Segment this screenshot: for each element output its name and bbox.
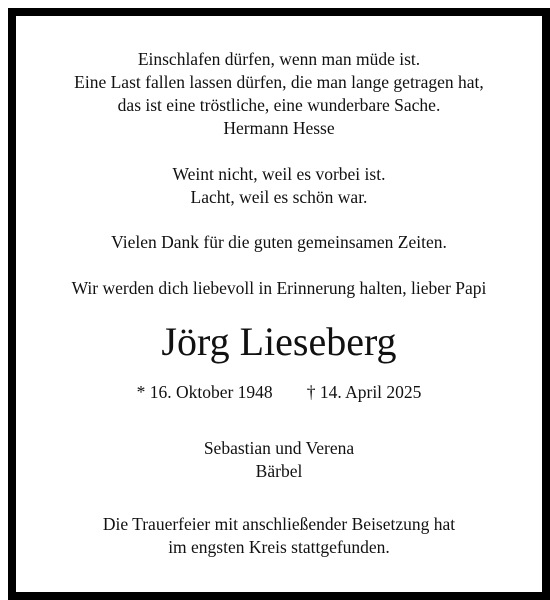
quote-line-2: Eine Last fallen lassen dürfen, die man lange getragen hat, xyxy=(74,72,484,92)
life-dates xyxy=(16,381,542,403)
birth-date: * 16. Oktober 1948 xyxy=(136,382,273,402)
verse-line-2: Lacht, weil es schön war. xyxy=(190,187,368,207)
notice-line-2: im engsten Kreis stattgefunden. xyxy=(168,537,390,557)
mourner-2: Bärbel xyxy=(255,461,303,481)
verse-line-1: Weint nicht, weil es vorbei ist. xyxy=(172,164,386,184)
quote-line-1: Einschlafen dürfen, wenn man müde ist. xyxy=(137,49,421,69)
obituary-content xyxy=(16,16,542,592)
mourner-1: Sebastian und Verena xyxy=(203,438,355,458)
quote-author: Hermann Hesse xyxy=(223,118,335,138)
thanks-line: Vielen Dank für die guten gemeinsamen Zeiten. xyxy=(111,232,447,252)
deceased-name: Jörg Lieseberg xyxy=(161,319,397,364)
quote-line-3: das ist eine tröstliche, eine wunderbare Sache. xyxy=(117,95,441,115)
obituary-frame xyxy=(8,8,550,600)
notice-line-1: Die Trauerfeier mit anschließender Beisetzung hat xyxy=(102,514,456,534)
memory-line: Wir werden dich liebevoll in Erinnerung halten, lieber Papi xyxy=(71,278,487,298)
death-date: † 14. April 2025 xyxy=(306,382,422,402)
